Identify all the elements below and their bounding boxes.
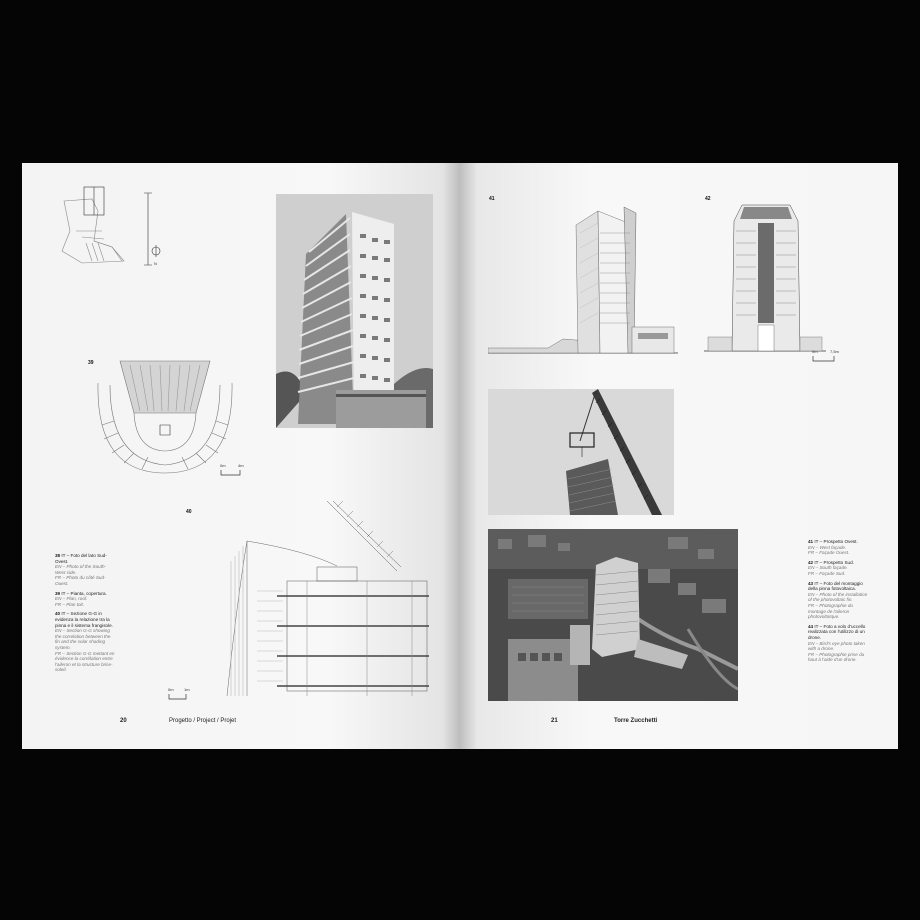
caption-41: 41 IT – Prospetto Ovest. EN – West façade. FR – Façade Ouest. — [808, 539, 858, 556]
section-drawing-40 — [217, 501, 457, 701]
captions-left — [55, 553, 115, 677]
scale-end-label: 1m — [184, 687, 190, 692]
caption-44: 44 IT – Foto a volo d'uccello realizzata con l'utilizzo di un drone. EN – Bird's eye photo taken with a drone. FR – Photographie prise du haut à l'aide d'un drone. — [808, 623, 866, 663]
page-number-right: 21 — [551, 718, 558, 724]
south-elevation-drawing — [704, 201, 826, 355]
scale-end-label: 4m — [238, 463, 244, 468]
photo-44-aerial-drone — [488, 529, 738, 701]
photo-43-crane-installation — [488, 389, 674, 515]
caption-39: 39 IT – Pianta, copertura. EN – Plan, roof. FR – Plan toit. — [55, 590, 107, 607]
figure-number-40: 40 — [186, 509, 192, 515]
roof-plan-drawing — [90, 355, 240, 475]
scale-start-label: 0m — [812, 349, 818, 354]
magazine-spread — [22, 163, 898, 749]
running-title-left: Progetto / Project / Projet — [169, 718, 237, 724]
photo-38-tower-southwest — [276, 194, 433, 428]
left-page — [22, 163, 460, 749]
svg-text:N: N — [154, 261, 157, 266]
figure-number-42: 42 — [705, 196, 711, 202]
caption-38: 38 IT – Foto del lato Sud-Ovest. EN – Photo of the South-West side. FR – Photo du côté Sud-Ouest. — [55, 553, 107, 586]
scale-end-label: 7,5m — [830, 349, 839, 354]
caption-40: 40 IT – Sezione G-G in evidenza la relazione tra la pinna e il sistema frangisole. EN – Section G-G showing the correlation between the fin and the solar shading system. FR – Section G-G mettant en évidence la corrélation entre l'aileron et la structure brise-soleil. — [55, 611, 115, 673]
page-number-left: 20 — [120, 718, 127, 724]
caption-43: 43 IT – Foto del montaggio della pinna fotovoltaica. EN – Photo of the installation of the photovoltaic fin. FR – Photographie du montage de l'aileron photovoltaïque. — [808, 580, 868, 620]
scale-start-label: 0m — [220, 463, 226, 468]
running-title-right: Torre Zucchetti — [614, 718, 658, 724]
key-plan-drawing — [52, 181, 172, 271]
west-elevation-drawing — [488, 203, 678, 355]
scale-start-label: 0m — [168, 687, 174, 692]
caption-42: 42 IT – Prospetto Sud. EN – South façade. FR – Façade Sud. — [808, 559, 854, 576]
figure-number-39: 39 — [88, 360, 94, 366]
figure-number-41: 41 — [489, 196, 495, 202]
right-page — [460, 163, 898, 749]
captions-right — [808, 539, 872, 667]
